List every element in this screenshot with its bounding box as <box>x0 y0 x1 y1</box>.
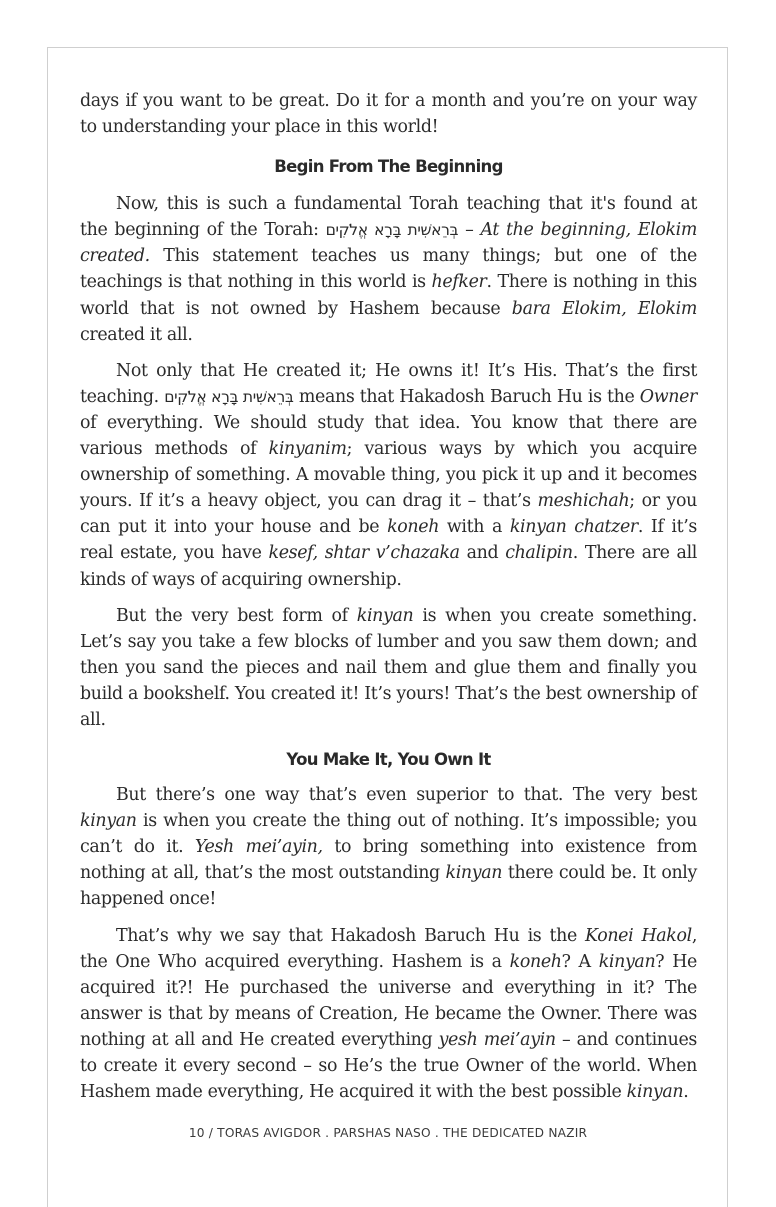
italic-term: hefker <box>431 272 487 293</box>
text-run: means that Hakadosh Baruch Hu is the <box>293 386 640 407</box>
italic-term: Owner <box>639 386 697 407</box>
page-body <box>80 88 697 1115</box>
text-run: That’s why we say that Hakadosh Baruch Hu is the <box>116 925 586 946</box>
paragraph-konei-hakol <box>80 923 697 1106</box>
italic-term: Yesh mei’ayin, <box>194 837 323 858</box>
text-run: and <box>459 543 506 564</box>
hebrew-quote: בְּרֵאשִׁית בָּרָא אֱלֹקִים <box>164 387 294 406</box>
text-run: is when you create something. Let’s say you take a few blocks of lumber and you saw them down; and then you sand the pieces and nail them and glue them and finally you build a bookshelf. You created it! It’s yours! That’s the best ownership of all. <box>80 605 698 730</box>
text-run: . There is nothing in this world that is not owned by Hashem because <box>80 272 697 319</box>
italic-term: kinyan <box>445 863 503 884</box>
italic-term: Konei Hakol <box>585 925 692 946</box>
text-run: days if you want to be great. Do it for a month and you’re on your way to understanding your place in this world! <box>80 91 697 138</box>
hebrew-quote: בְּרֵאשִׁית בָּרָא אֱלֹקִים <box>325 221 459 240</box>
text-run: there could be. It only happened once! <box>80 863 697 910</box>
italic-term: kinyan <box>598 951 656 972</box>
text-run: , the One Who acquired everything. Hashem is a <box>80 925 697 972</box>
text-run: . If it’s real estate, you have <box>80 517 697 564</box>
italic-term: yesh mei’ayin <box>438 1029 556 1050</box>
text-run: But there’s one way that’s even superior to that. The very best <box>116 785 697 806</box>
page-footer: 10 / TORAS AVIGDOR . PARSHAS NASO . THE DEDICATED NAZIR <box>188 1126 588 1140</box>
italic-term: chalipin <box>505 543 573 564</box>
italic-term: At the beginning, Elokim created. <box>80 220 697 267</box>
section-heading-begin: Begin From The Beginning <box>274 157 503 177</box>
italic-term: kinyan chatzer <box>509 517 638 538</box>
italic-term: kinyan <box>80 811 137 832</box>
text-run: – and continues to create it every second – so He’s the true Owner of the world. When Hashem made everything, He acquired it with the best possible <box>80 1029 697 1103</box>
text-run: Not only that He created it; He owns it! It’s His. That’s the first teaching. <box>80 360 697 407</box>
italic-term: kinyan <box>356 605 414 626</box>
text-run: . There are all kinds of ways of acquiring ownership. <box>80 543 697 590</box>
text-run: ? He acquired it?! He purchased the universe and everything in it? The answer is that by means of Creation, He became the Owner. There was nothing at all and He created everything <box>80 951 697 1050</box>
italic-term: kesef, shtar v’chazaka <box>268 543 460 564</box>
text-run: Now, this is such a fundamental Torah teaching that it's found at the beginning of the Torah: <box>80 194 697 241</box>
paragraph-ownership <box>80 358 697 593</box>
paragraph-beginning <box>80 191 697 348</box>
text-run: This statement teaches us many things; but one of the teachings is that nothing in this world is <box>80 246 697 293</box>
section-heading-make-it: You Make It, You Own It <box>286 750 491 770</box>
text-run: to bring something into existence from nothing at all, that’s the most outstanding <box>80 837 698 884</box>
text-run: is when you create the thing out of nothing. It’s impossible; you can’t do it. <box>80 811 697 858</box>
italic-term: meshichah <box>537 491 630 512</box>
text-run: ; or you can put it into your house and be <box>80 491 697 538</box>
text-run: of everything. We should study that idea. You know that there are various methods of <box>80 412 697 460</box>
text-run: . <box>683 1082 689 1103</box>
italic-term: kinyan <box>626 1082 684 1103</box>
text-run: – <box>458 220 481 241</box>
italic-term: bara Elokim, Elokim <box>511 298 697 319</box>
text-run: created it all. <box>80 324 193 345</box>
text-run: with a <box>439 517 510 538</box>
paragraph-superior <box>80 782 697 912</box>
italic-term: koneh <box>387 517 440 538</box>
text-run: ; various ways by which you acquire ownership of something. A movable thing, you pick it up and it becomes yours. If it’s a heavy object, you can drag it – that’s <box>80 439 697 512</box>
italic-term: kinyanim <box>268 439 347 460</box>
text-run: ? A <box>561 951 599 972</box>
paragraph-continuation <box>80 88 697 140</box>
text-run: But the very best form of <box>116 605 357 626</box>
italic-term: koneh <box>509 951 562 972</box>
paragraph-best-kinyan <box>80 603 697 733</box>
